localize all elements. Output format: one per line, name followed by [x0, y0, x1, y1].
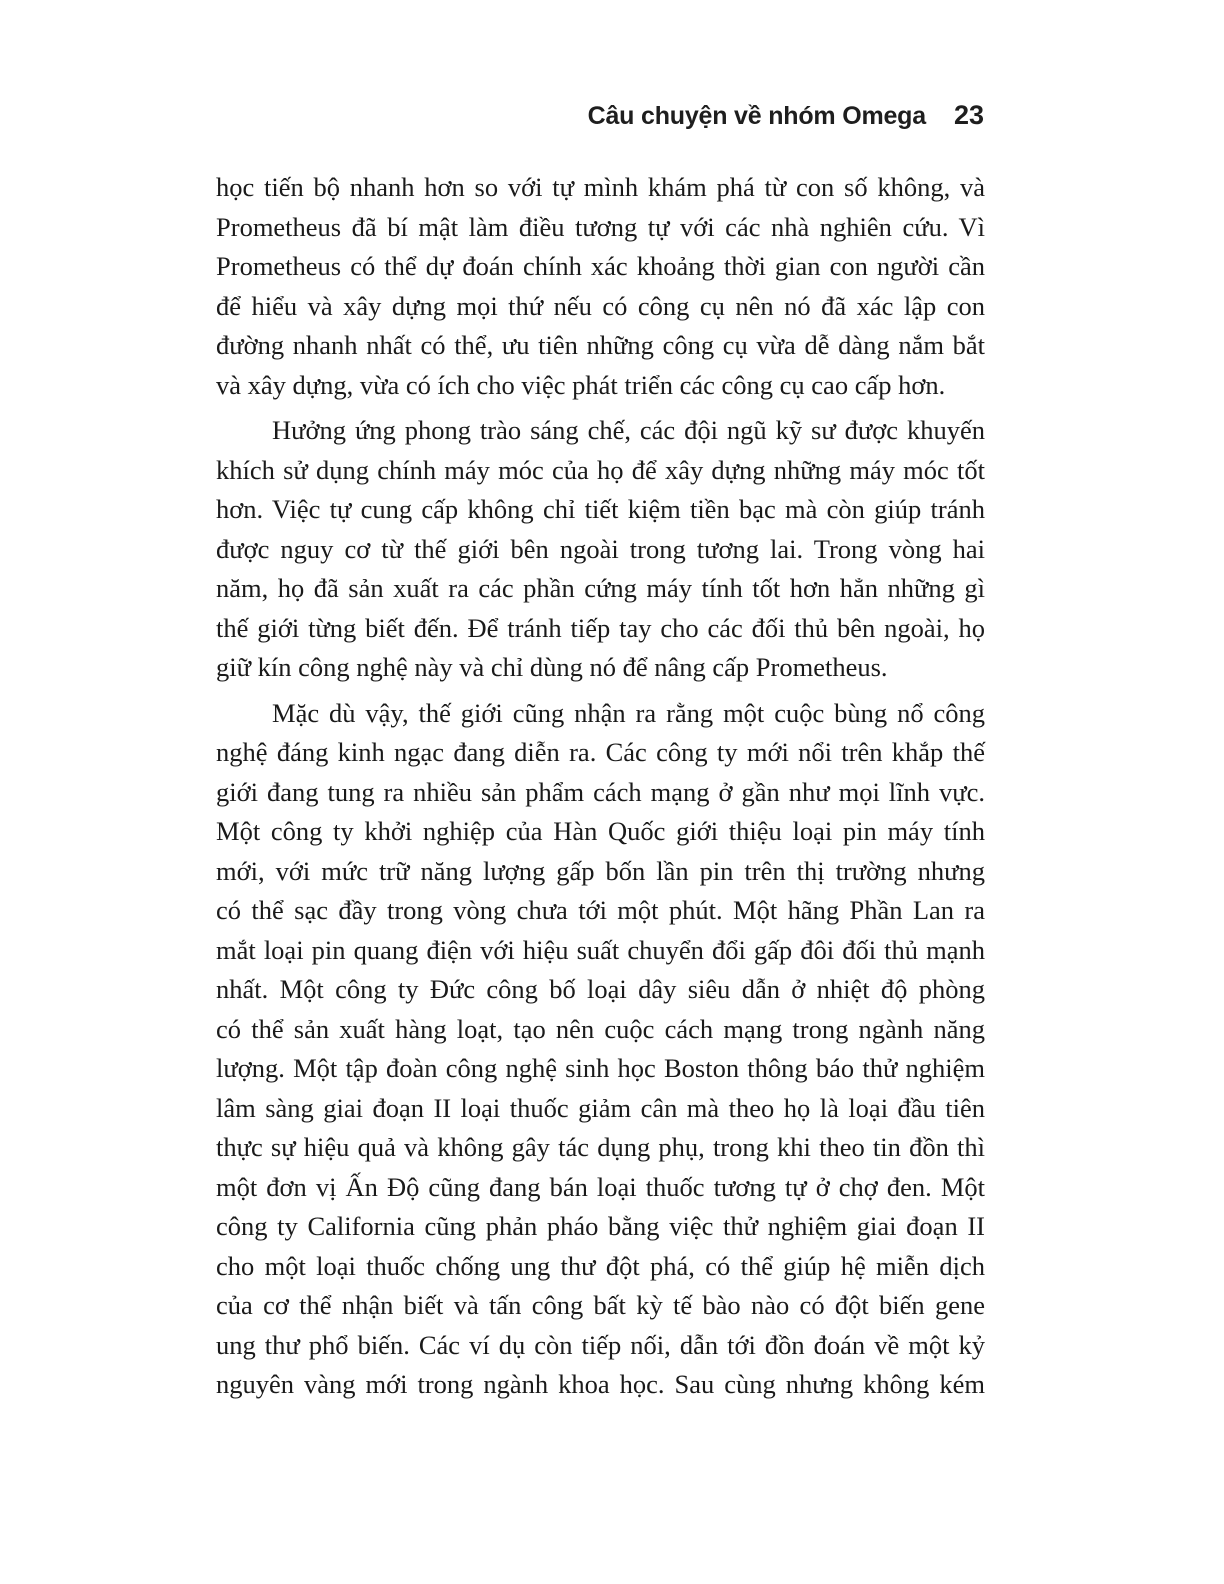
- text-line: học tiến bộ nhanh hơn so với tự mình khám phá từ con số không, và: [216, 172, 985, 202]
- text-line: để hiểu và xây dựng mọi thứ nếu có công cụ nên nó đã xác lập con: [216, 290, 985, 321]
- text-line: đường nhanh nhất có thể, ưu tiên những công cụ vừa dễ dàng nắm bắt: [216, 330, 985, 360]
- text-line: Prometheus có thể dự đoán chính xác khoảng thời gian con người cần: [216, 251, 985, 281]
- text-line: thế giới từng biết đến. Để tránh tiếp tay cho các đối thủ bên ngoài, họ: [216, 612, 985, 643]
- text-line: khích sử dụng chính máy móc của họ để xây dựng những máy móc tốt: [216, 454, 985, 485]
- text-line: giữ kín công nghệ này và chỉ dùng nó để nâng cấp Prometheus.: [216, 652, 888, 682]
- text-line: Mặc dù vậy, thế giới cũng nhận ra rằng một cuộc bùng nổ công: [272, 697, 985, 728]
- text-line: nghệ đáng kinh ngạc đang diễn ra. Các công ty mới nổi trên khắp thế: [216, 737, 985, 767]
- paragraph: [216, 168, 985, 405]
- text-line: nguyên vàng mới trong ngành khoa học. Sau cùng nhưng không kém: [216, 1369, 985, 1399]
- text-line: năm, họ đã sản xuất ra các phần cứng máy tính tốt hơn hẳn những gì: [216, 573, 985, 603]
- text-line: có thể sản xuất hàng loạt, tạo nên cuộc cách mạng trong ngành năng: [216, 1013, 985, 1044]
- text-line: công ty California cũng phản pháo bằng việc thử nghiệm giai đoạn II: [216, 1211, 985, 1241]
- text-line: Hưởng ứng phong trào sáng chế, các đội ngũ kỹ sư được khuyến: [272, 415, 985, 445]
- text-line: một đơn vị Ấn Độ cũng đang bán loại thuốc tương tự ở chợ đen. Một: [216, 1171, 985, 1202]
- text-line: giới đang tung ra nhiều sản phẩm cách mạng ở gần như mọi lĩnh vực.: [216, 776, 985, 807]
- text-line: Một công ty khởi nghiệp của Hàn Quốc giới thiệu loại pin máy tính: [216, 816, 985, 846]
- text-line: lượng. Một tập đoàn công nghệ sinh học Boston thông báo thử nghiệm: [216, 1053, 985, 1083]
- text-line: hơn. Việc tự cung cấp không chỉ tiết kiệm tiền bạc mà còn giúp tránh: [216, 494, 985, 524]
- body-text: [216, 168, 985, 1411]
- running-head: [588, 100, 984, 140]
- paragraph: [216, 411, 985, 688]
- text-line: của cơ thể nhận biết và tấn công bất kỳ tế bào nào có đột biến gene: [216, 1290, 985, 1320]
- text-line: mới, với mức trữ năng lượng gấp bốn lần pin trên thị trường nhưng: [216, 855, 985, 886]
- text-line: nhất. Một công ty Đức công bố loại dây siêu dẫn ở nhiệt độ phòng: [216, 974, 985, 1004]
- text-line: ung thư phổ biến. Các ví dụ còn tiếp nối, dẫn tới đồn đoán về một kỷ: [216, 1329, 985, 1360]
- text-line: mắt loại pin quang điện với hiệu suất chuyển đổi gấp đôi đối thủ mạnh: [216, 934, 985, 965]
- text-line: Prometheus đã bí mật làm điều tương tự với các nhà nghiên cứu. Vì: [216, 211, 985, 242]
- text-line: cho một loại thuốc chống ung thư đột phá, có thể giúp hệ miễn dịch: [216, 1250, 985, 1281]
- text-line: có thể sạc đầy trong vòng chưa tới một phút. Một hãng Phần Lan ra: [216, 895, 985, 925]
- chapter-title: Câu chuyện về nhóm Omega: [587, 102, 926, 130]
- text-line: lâm sàng giai đoạn II loại thuốc giảm cân mà theo họ là loại đầu tiên: [216, 1092, 985, 1123]
- page-number: 23: [953, 100, 984, 130]
- text-line: thực sự hiệu quả và không gây tác dụng phụ, trong khi theo tin đồn thì: [216, 1132, 985, 1162]
- text-line: và xây dựng, vừa có ích cho việc phát triển các công cụ cao cấp hơn.: [216, 369, 946, 400]
- text-line: được nguy cơ từ thế giới bên ngoài trong tương lai. Trong vòng hai: [216, 533, 985, 564]
- paragraph: [216, 694, 985, 1405]
